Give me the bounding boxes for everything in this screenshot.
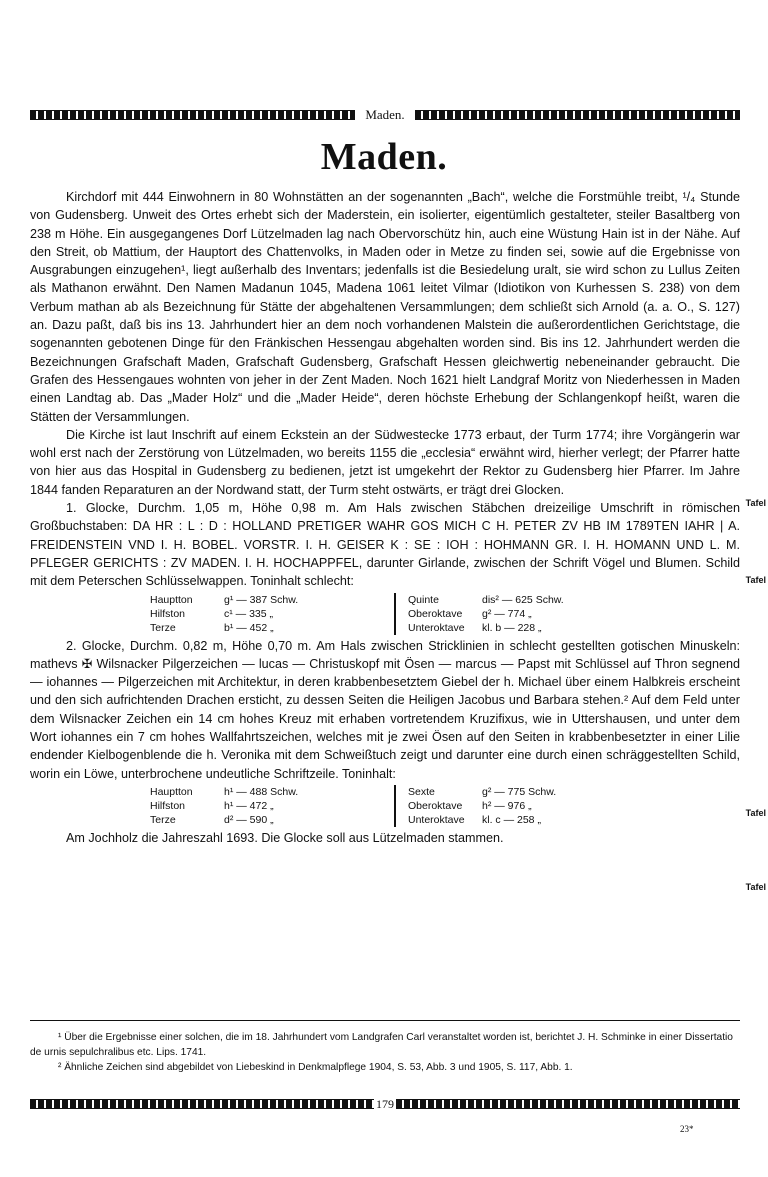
- paragraph-bell-2: 2. Glocke, Durchm. 0,82 m, Höhe 0,70 m. Am Hals zwischen Stricklinien in schlecht gestellten gotischen Minuskeln: mathevs ✠ Wilsnacker Pilgerzeichen — lucas — Christuskopf mit Ösen — marcus — Papst mit Schlüssel auf Thron segnend — iohannes — Pilgerzeichen mit Architektur, in deren krabbenbesetztem Giebel der h. Michael über einem Halbkreis erscheint und den sich aufrichtenden Drachen ersticht, zu dessen Seiten die Heiligen Jacobus und Barbara stehen.² Auf dem Feld unter dem Wilsnacker Zeichen ein 14 cm hohes Kreuz mit erhaben vortretendem Kruzifixus, wie in Uttershausen, und unter dem Wort iohannes ein 7 cm hohes Wallfahrtszeichen, welches mit je zwei Ösen auf den Seiten in krabbenbesetzter in einer Lilie endender Kielbogenblende die h. Veronika mit dem Schweißtuch zeigt und darunter eine durch einen schräggestellten Schild, worin ein Löwe, unterbrochene undeutliche Schriftzeile. Toninhalt:: [30, 638, 740, 781]
- tone-name: Unteroktave: [408, 813, 465, 826]
- tone-name: Hauptton: [150, 593, 193, 606]
- page-number: 179: [376, 1096, 394, 1111]
- tone-value: g² — 775 Schw.: [482, 785, 557, 798]
- tone-value: h² — 976 „: [482, 799, 532, 812]
- tone-name: Hilfston: [150, 607, 186, 620]
- paragraph-intro: Kirchdorf mit 444 Einwohnern in 80 Wohnstätten an der sogenannten „Bach“, welche die Forstmühle treibt, ¹/₄ Stunde von Gudensberg. Unweit des Ortes erhebt sich der Maderstein, ein isolierter, eigentümlich gestalteter, steiler Basaltberg von 238 m Höhe. Ein ausgegangenes Dorf Lützelmaden lag nach Obervorschütz hin, auch eine Wüstung Hain ist in der Nähe. Auf den Streit, ob Mattium, der Hauptort des Chattenvolks, in Maden oder in Metze zu finden sei, sowie auf die Ergebnisse von Ausgrabungen einzugehen¹, liegt außerhalb des Inventars; jedenfalls ist die Besiedelung uralt, sie wird schon zu Lullus Zeiten als Mathanon erwähnt. Den Namen Madanun 1045, Madena 1061 leitet Vilmar (Idiotikon von Kurhessen S. 238) von dem Verbum mathan ab als Bezeichnung für Stätte der abgehaltenen Versammlungen; dem schließt sich Arnold (a. a. O., S. 127) an. Dazu paßt, daß bis ins 13. Jahrhundert hier an dem noch vorhandenen Malstein die außerordentlichen Gerichtstage, die sogenannten gebotenen Dinge für den Fränkischen Hessengau abgehalten worden sind. Bis ins 12. Jahrhundert werden die Bezeichnungen Grafschaft Maden, Grafschaft Gudensberg, Grafschaft Hessen gleichwertig nebeneinander gebraucht. Die Grafen des Hessengaues wohnten von jeher in der Zent Maden. Noch 1621 hielt Landgraf Moritz von Niederhessen in Maden einen Landtag ab. Das „Mader Holz“ und die „Mader Heide“, deren höchste Erhebung der Schlangenkopf heißt, waren die Stätten der Versammlungen.: [30, 190, 740, 424]
- printer-signature: 23*: [680, 1124, 694, 1134]
- tone-column-right: [394, 785, 660, 827]
- tone-row: [408, 593, 648, 607]
- tone-name: Sexte: [408, 785, 435, 798]
- tone-row: [408, 607, 648, 621]
- tone-value: g¹ — 387 Schw.: [224, 593, 299, 606]
- ornament-rule-right: [415, 110, 740, 120]
- tone-column-left: [138, 593, 394, 635]
- tone-column-right: [394, 593, 660, 635]
- ornament-rule-right: [396, 1099, 740, 1109]
- footnotes: [30, 1030, 740, 1075]
- tone-row: [150, 607, 382, 621]
- tone-name: Oberoktave: [408, 607, 463, 620]
- tone-value: b¹ — 452 „: [224, 621, 274, 634]
- tone-name: Terze: [150, 621, 176, 634]
- body-text: [30, 188, 740, 847]
- margin-note-tafel: Tafel: [745, 882, 766, 892]
- paragraph-bell-1: 1. Glocke, Durchm. 1,05 m, Höhe 0,98 m. Am Hals zwischen Stäbchen dreizeilige Umschrift in römischen Großbuchstaben: DA HR : L : D : HOLLAND PRETIGER WAHR GOS MICH C H. PETER ZV HB IM 1789TEN IAHR | A. FREIDENSTEIN VND I. H. BOBEL. VORSTR. I. H. GEISER K : SE : IOH : HOHMANN GR. I. H. HOMANN UND L. M. PFLEGER GERICHTS : ZV MADEN. I. H. HOCHAPPFEL, darunter Girlande, zwischen der Schrift Vögel und Blumen. Schild mit dem Peterschen Schlüsselwappen. Toninhalt schlecht:: [30, 501, 740, 589]
- running-head-title: Maden.: [365, 107, 405, 122]
- tone-value: h¹ — 488 Schw.: [224, 785, 299, 798]
- tone-row: [150, 593, 382, 607]
- bottom-ornament: [30, 1096, 740, 1112]
- ornament-rule-left: [30, 110, 355, 120]
- margin-note-tafel: Tafel: [745, 575, 766, 585]
- paragraph-church: Die Kirche ist laut Inschrift auf einem Eckstein an der Südwestecke 1773 erbaut, der Turm 1774; ihre Vorgängerin war wohl erst nach der Zerstörung von Lützelmaden, wo bereits 1155 die „ecclesia“ erwähnt wird, hierher verlegt; der Pfarrer hatte von hier aus das Hospital in Gudensberg zu bedienen, jetzt ist umgekehrt der Rektor zu Gudensberg hier Pfarrer. Im Jahre 1844 fanden Reparaturen an der Nordwand statt, der Turm steht ostwärts, er trägt drei Glocken.: [30, 427, 740, 497]
- bell-2-tone-table: [30, 785, 740, 827]
- page-title: Maden.: [320, 136, 448, 178]
- margin-note-tafel: Tafel: [745, 498, 766, 508]
- tone-value: kl. b — 228 „: [482, 621, 542, 634]
- tone-row: [408, 813, 648, 827]
- paragraph-jochholz: Am Jochholz die Jahreszahl 1693. Die Glocke soll aus Lützelmaden stammen.: [66, 830, 504, 845]
- tone-name: Quinte: [408, 593, 439, 606]
- footnote-2: ² Ähnliche Zeichen sind abgebildet von Liebeskind in Denkmalpflege 1904, S. 53, Abb. 3 und 1905, S. 117, Abb. 1.: [58, 1062, 573, 1073]
- tone-name: Hilfston: [150, 799, 186, 812]
- tone-row: [150, 799, 382, 813]
- tone-value: h¹ — 472 „: [224, 799, 274, 812]
- tone-row: [408, 799, 648, 813]
- tone-row: [150, 813, 382, 827]
- tone-column-left: [138, 785, 394, 827]
- tone-value: c¹ — 335 „: [224, 607, 274, 620]
- footnote-1: ¹ Über die Ergebnisse einer solchen, die im 18. Jahrhundert vom Landgrafen Carl veranstaltet worden ist, berichtet J. H. Schminke in einer Dissertatio de urnis sepulchralibus etc. Lips. 1741.: [30, 1032, 733, 1058]
- tone-name: Unteroktave: [408, 621, 465, 634]
- ornament-rule-left: [30, 1099, 374, 1109]
- bell-1-tone-table: [30, 593, 740, 635]
- tone-value: g² — 774 „: [482, 607, 532, 620]
- tone-row: [408, 785, 648, 799]
- tone-row: [150, 785, 382, 799]
- tone-row: [408, 621, 648, 635]
- tone-value: d² — 590 „: [224, 813, 274, 826]
- tone-value: dis² — 625 Schw.: [482, 593, 564, 606]
- tone-name: Hauptton: [150, 785, 193, 798]
- footnote-divider: [30, 1020, 740, 1021]
- tone-value: kl. c — 258 „: [482, 813, 541, 826]
- running-head: [30, 106, 740, 124]
- margin-note-tafel: Tafel: [745, 808, 766, 818]
- tone-name: Oberoktave: [408, 799, 463, 812]
- tone-row: [150, 621, 382, 635]
- tone-name: Terze: [150, 813, 176, 826]
